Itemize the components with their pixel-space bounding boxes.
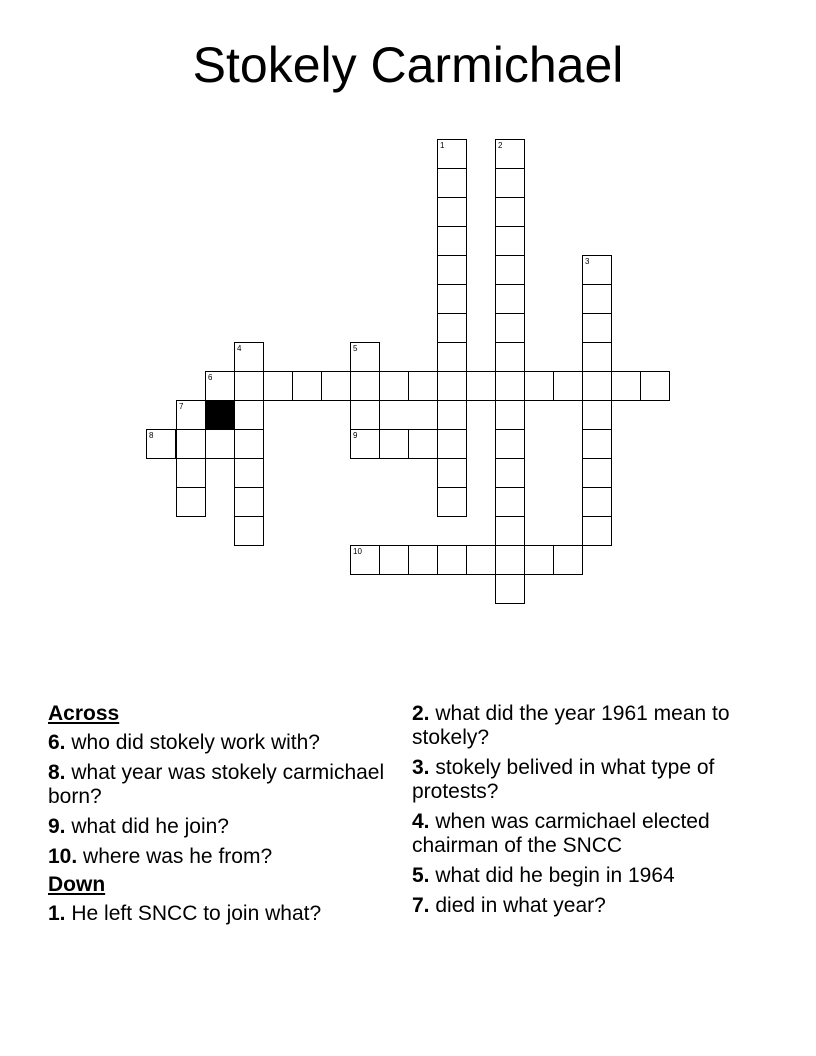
grid-cell[interactable] bbox=[582, 516, 612, 546]
clue-number: 3 bbox=[585, 257, 590, 266]
grid-cell[interactable] bbox=[582, 458, 612, 488]
clue-down-4: 4. when was carmichael elected chairman of the SNCC bbox=[412, 810, 710, 857]
grid-cell[interactable] bbox=[379, 371, 409, 401]
grid-cell[interactable] bbox=[234, 458, 264, 488]
grid-cell[interactable] bbox=[437, 284, 467, 314]
grid-cell[interactable] bbox=[495, 284, 525, 314]
grid-cell[interactable] bbox=[176, 429, 206, 459]
grid-cell[interactable] bbox=[408, 545, 438, 575]
clue-number: 10 bbox=[353, 547, 362, 556]
grid-cell[interactable] bbox=[176, 400, 206, 430]
grid-cell[interactable] bbox=[437, 226, 467, 256]
grid-cell[interactable] bbox=[437, 313, 467, 343]
clue-number: 6 bbox=[208, 373, 213, 382]
grid-cell[interactable] bbox=[466, 371, 496, 401]
grid-cell[interactable] bbox=[437, 139, 467, 169]
grid-cell[interactable] bbox=[582, 371, 612, 401]
puzzle-title: Stokely Carmichael bbox=[192, 37, 624, 93]
grid-cell[interactable] bbox=[350, 429, 380, 459]
grid-cell[interactable] bbox=[466, 545, 496, 575]
grid-cell[interactable] bbox=[495, 255, 525, 285]
grid-cell[interactable] bbox=[350, 371, 380, 401]
clue-down-7: 7. died in what year? bbox=[412, 894, 606, 917]
grid-cell[interactable] bbox=[495, 313, 525, 343]
down-heading: Down bbox=[48, 873, 106, 896]
grid-cell[interactable] bbox=[234, 487, 264, 517]
grid-cell[interactable] bbox=[495, 342, 525, 372]
clue-number: 7 bbox=[179, 402, 184, 411]
grid-cell[interactable] bbox=[350, 400, 380, 430]
grid-cell[interactable] bbox=[495, 226, 525, 256]
grid-cell[interactable] bbox=[379, 545, 409, 575]
clue-across-9: 9. what did he join? bbox=[48, 815, 229, 838]
grid-cell[interactable] bbox=[176, 487, 206, 517]
grid-cell[interactable] bbox=[524, 545, 554, 575]
clue-across-6: 6. who did stokely work with? bbox=[48, 731, 320, 754]
grid-cell[interactable] bbox=[582, 342, 612, 372]
grid-cell[interactable] bbox=[437, 197, 467, 227]
grid-cell[interactable] bbox=[640, 371, 670, 401]
grid-cell[interactable] bbox=[553, 545, 583, 575]
grid-cell[interactable] bbox=[495, 545, 525, 575]
clue-down-3: 3. stokely belived in what type of protests? bbox=[412, 756, 715, 803]
grid-cell[interactable] bbox=[408, 371, 438, 401]
grid-cell[interactable] bbox=[495, 574, 525, 604]
grid-cell[interactable] bbox=[146, 429, 176, 459]
grid-cell[interactable] bbox=[176, 458, 206, 488]
grid-cell[interactable] bbox=[263, 371, 293, 401]
grid-cell[interactable] bbox=[582, 487, 612, 517]
grid-cell[interactable] bbox=[437, 400, 467, 430]
clue-number: 2 bbox=[498, 141, 503, 150]
grid-cell[interactable] bbox=[437, 458, 467, 488]
clue-down-5: 5. what did he begin in 1964 bbox=[412, 864, 675, 887]
grid-cell[interactable] bbox=[379, 429, 409, 459]
clues-left-column bbox=[48, 702, 388, 932]
grid-cell[interactable] bbox=[495, 487, 525, 517]
grid-cell[interactable] bbox=[205, 371, 235, 401]
grid-cell[interactable] bbox=[495, 197, 525, 227]
grid-cell[interactable] bbox=[437, 371, 467, 401]
clue-number: 1 bbox=[440, 141, 445, 150]
grid-cell[interactable] bbox=[495, 400, 525, 430]
grid-cell[interactable] bbox=[321, 371, 351, 401]
clue-number: 5 bbox=[353, 344, 358, 353]
grid-cell[interactable] bbox=[437, 429, 467, 459]
grid-cell[interactable] bbox=[437, 487, 467, 517]
grid-cell[interactable] bbox=[495, 139, 525, 169]
grid-cell[interactable] bbox=[582, 429, 612, 459]
grid-cell[interactable] bbox=[234, 429, 264, 459]
clue-across-8: 8. what year was stokely carmichael born? bbox=[48, 761, 385, 808]
grid-cell[interactable] bbox=[611, 371, 641, 401]
grid-cell[interactable] bbox=[437, 545, 467, 575]
clue-number: 4 bbox=[237, 344, 242, 353]
clue-number: 9 bbox=[353, 431, 358, 440]
blocked-cell bbox=[205, 400, 235, 430]
across-heading: Across bbox=[48, 702, 120, 725]
grid-cell[interactable] bbox=[582, 255, 612, 285]
grid-cell[interactable] bbox=[234, 371, 264, 401]
grid-cell[interactable] bbox=[582, 284, 612, 314]
grid-cell[interactable] bbox=[582, 313, 612, 343]
grid-cell[interactable] bbox=[234, 400, 264, 430]
clues-right-column bbox=[412, 702, 782, 924]
grid-cell[interactable] bbox=[582, 400, 612, 430]
grid-cell[interactable] bbox=[234, 342, 264, 372]
grid-cell[interactable] bbox=[350, 545, 380, 575]
grid-cell[interactable] bbox=[408, 429, 438, 459]
grid-cell[interactable] bbox=[553, 371, 583, 401]
grid-cell[interactable] bbox=[437, 342, 467, 372]
grid-cell[interactable] bbox=[495, 458, 525, 488]
grid-cell[interactable] bbox=[437, 168, 467, 198]
clue-number: 8 bbox=[149, 431, 154, 440]
clue-down-2: 2. what did the year 1961 mean to stokely? bbox=[412, 702, 730, 749]
grid-cell[interactable] bbox=[495, 168, 525, 198]
grid-cell[interactable] bbox=[495, 429, 525, 459]
clue-down-1: 1. He left SNCC to join what? bbox=[48, 902, 322, 925]
grid-cell[interactable] bbox=[350, 342, 380, 372]
clue-across-10: 10. where was he from? bbox=[48, 845, 273, 868]
grid-cell[interactable] bbox=[524, 371, 554, 401]
grid-cell[interactable] bbox=[292, 371, 322, 401]
grid-cell[interactable] bbox=[437, 255, 467, 285]
grid-cell[interactable] bbox=[495, 371, 525, 401]
grid-cell[interactable] bbox=[495, 516, 525, 546]
grid-cell[interactable] bbox=[205, 429, 235, 459]
grid-cell[interactable] bbox=[234, 516, 264, 546]
